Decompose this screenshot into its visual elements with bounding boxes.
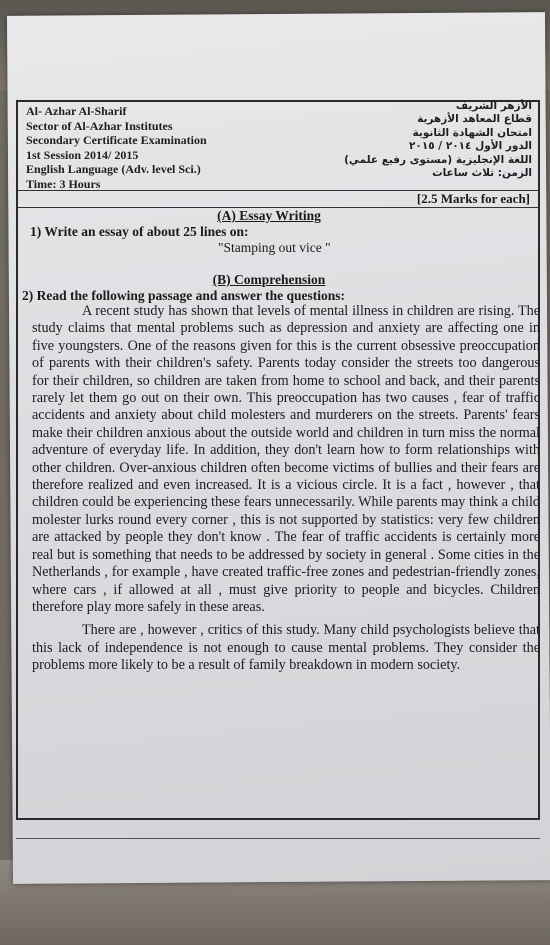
marks-label: [2.5 Marks for each] <box>416 191 530 206</box>
arabic-exam: امتحان الشهادة الثانوية <box>412 126 532 139</box>
arabic-time: الزمن: ثلاث ساعات <box>432 167 532 180</box>
arabic-institution: الأزهر الشريف <box>455 100 532 112</box>
passage-paragraph: A recent study has shown that levels of mental illness in children are rising. The study claims that mental problems such as depression and anxiety are affecting one in five youngsters. One of the reasons given for this is the current obsessive preoccupation of parents with their children's safety. Parents today consider the streets too dangerous for their children, so children are taken from home to school and back, and their parents rarely let them go out on their own. This preoccupation has two causes , fear of traffic accidents and anxiety about child molesters and murderers on the streets. Parents' fears make their children anxious about the outside world and children in turn miss the normal adventure of everyday life. In addition, they don't learn how to form relationships with other children. Over-anxious children often become victims of bullies and their fears are therefore realized and even increased. It is a vicious circle. It is a fact , however , that children could be experiencing these fears unnecessarily. While parents may think a child molester lurks round every corner , this is not supported by statistics: very few children are attacked by people they don't know . The fear of traffic accidents is certainly more real but is something that needs to be addressed by society in general . Some cities in the Netherlands , for example , have created traffic-free zones and pedestrian-friendly zones, where cars , if allowed at all , must give priority to people and bicycles. Children therefore play more safely in these areas. <box>32 303 540 615</box>
section-b-title: (B) Comprehension <box>212 272 326 287</box>
institution-name: Al- Azhar Al-Sharif <box>26 104 127 118</box>
comprehension-passage <box>32 303 540 675</box>
arabic-session: الدور الأول ٢٠١٤ / ٢٠١٥ <box>409 140 532 153</box>
essay-question: 1) Write an essay of about 25 lines on: <box>30 224 249 239</box>
header-right-arabic <box>302 100 532 180</box>
header-left <box>26 104 296 192</box>
sector-name: Sector of Al-Azhar Institutes <box>26 118 173 133</box>
exam-name: Secondary Certificate Examination <box>26 133 207 148</box>
section-a-title: (A) Essay Writing <box>217 208 321 223</box>
comprehension-question: 2) Read the following passage and answer the questions: <box>22 288 346 303</box>
time-label: Time: 3 Hours <box>26 176 101 191</box>
passage-paragraph: There are , however , critics of this study. Many child psychologists believe that this lack of independence is not enough to cause mental problems. They consider the problems more likely to be a result of family breakdown in modern society. <box>32 622 540 674</box>
essay-topic: "Stamping out vice " <box>218 240 331 255</box>
arabic-sector: قطاع المعاهد الأزهرية <box>417 113 532 126</box>
session-label: 1st Session 2014/ 2015 <box>26 147 139 162</box>
bottom-divider <box>16 838 540 839</box>
arabic-subject: اللغة الإنجليزية (مستوى رفيع علمي) <box>344 153 532 166</box>
subject-label: English Language (Adv. level Sci.) <box>26 162 201 177</box>
